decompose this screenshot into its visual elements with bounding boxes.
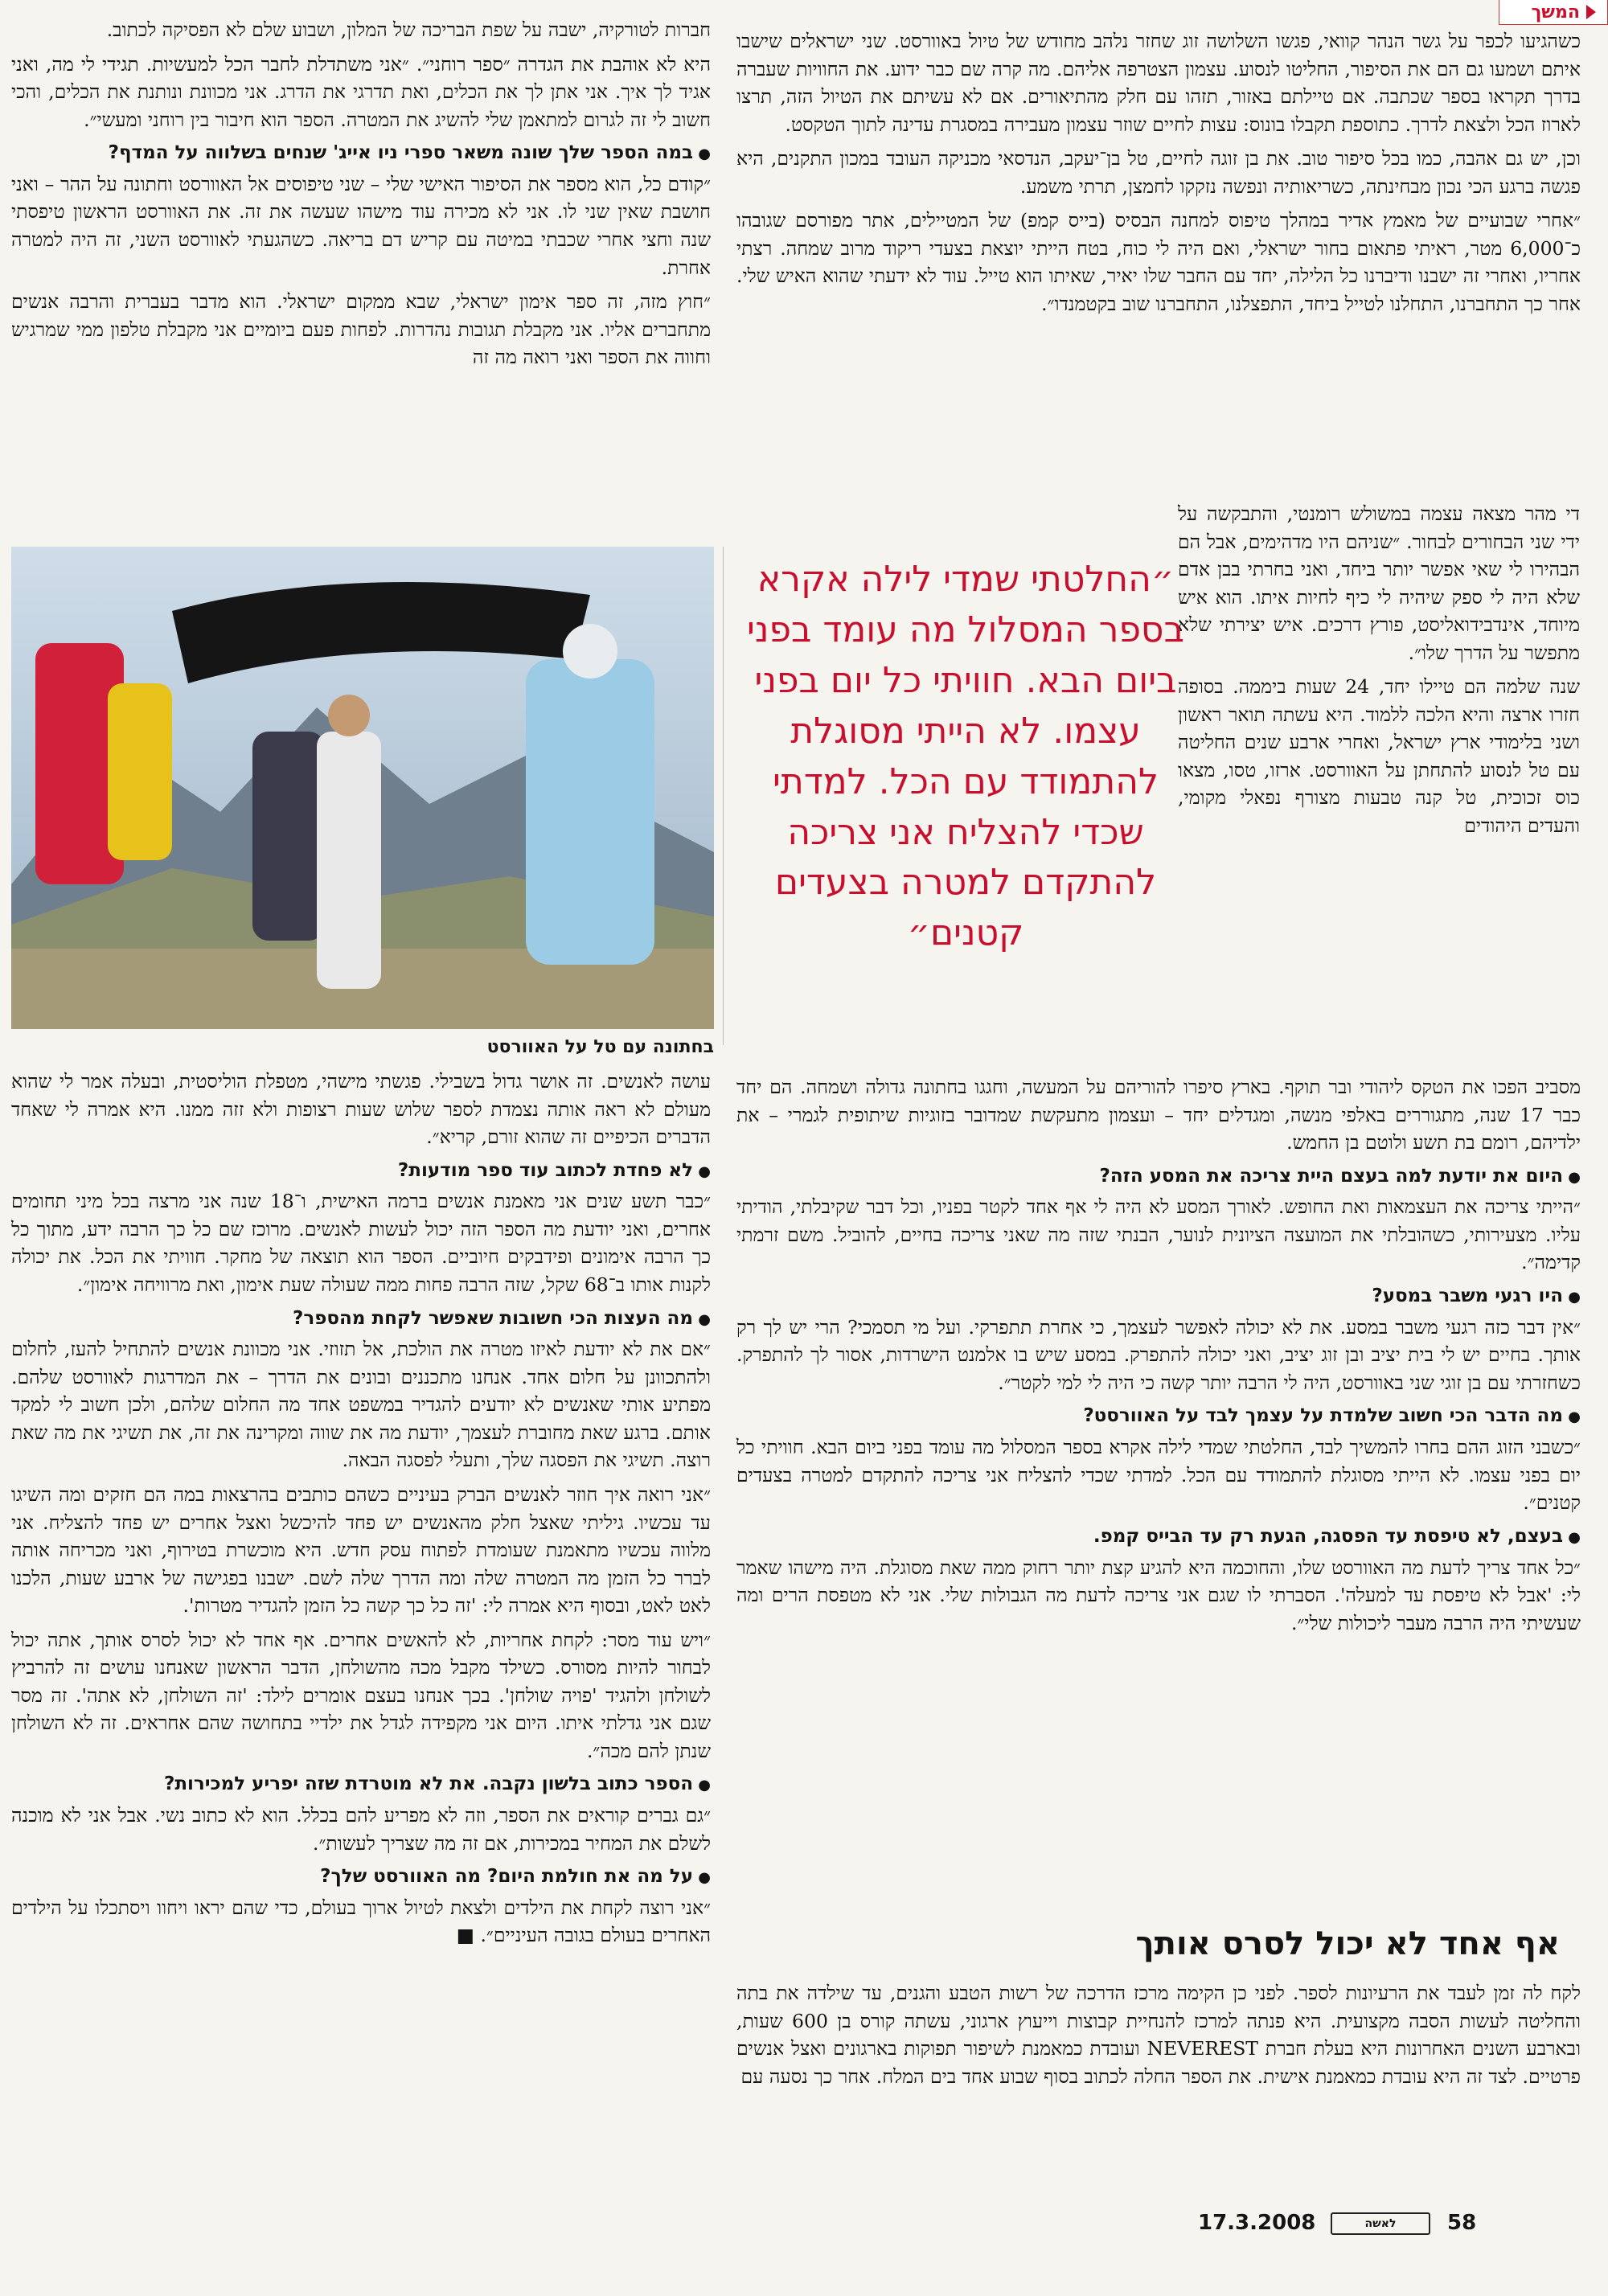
body-paragraph: עושה לאנשים. זה אושר גדול בשבילי. פגשתי מישהי, מטפלת הוליסטית, ובעלה אמר לי שהוא מעולם לא ראה אותה נצמדת לספר שלוש שעות רצופות ולא זזה ממנו. היא אמרה לי שאחד הדברים הכיפיים זה שהוא זורם, קריא״. [11,1070,711,1149]
section-subheading: אף אחד לא יכול לסרס אותך [1135,1925,1560,1962]
body-paragraph: ״חוץ מזה, זה ספר אימון ישראלי, שבא ממקום ישראלי. הוא מדבר בעברית והרבה אנשים מתחברים אליו. אני מקבלת תגובות נהדרות. לפחות פעם ביומיים אני מקבלת טלפון ממי שמרגיש וחווה את הספר ואני רואה מה זה [11,290,711,369]
body-paragraph: ״גם גברים קוראים את הספר, וזה לא מפריע להם בכלל. הוא לא כתוב נשי. אבל אני לא מוכנה לשלם את המחיר במכירות, אם זה מה שצריך לעשות״. [11,1804,711,1855]
text-column-top-left [11,16,711,378]
body-paragraph: ״קודם כל, הוא מספר את הסיפור האישי שלי – שני טיפוסים אל האוורסט וחתונה על ההר – ואני חושבת שאין שני לו. אני לא מכירה עוד מישהו שעשה את זה. את האוורסט הראשון טיפסתי שנה וחצי אחרי שכבתי במיטה עם קריש דם בריאה. כשהגעתי לאוורסט השני, זה היה למטרה אחרת. [11,172,711,279]
interview-question: ● על מה את חולמת היום? מה האוורסט שלך? [11,1863,711,1891]
interview-question: ● בעצם, לא טיפסת עד הפסגה, הגעת רק עד הבייס קמפ. [736,1523,1581,1551]
body-paragraph: כשהגיעו לכפר על גשר הנהר קוואי, פגשו השלושה זוג שחזר נלהב מחודש של טיול באוורסט. שני ישראלים שישבו איתם ושמעו גם הם את הסיפור, החליטו לנסוע. עצמון הצטרפה אליהם. מה קרה שם כבר ידוע. את החוויות שעברה בדרך תקראו בספר שכתבה. אם טיילתם באזור, תזהו עם חלק מהתיאורים. אם לא עשיתם את הטיול הזה, תרצו לארוז הכל ולצאת לדרך. כתוספת תקבלו בונוס: עצות לחיים שוזר עצמון מעבירה במסגרת עדינה לתוך הטקסט. [736,30,1581,136]
body-paragraph: וכן, יש גם אהבה, כמו בכל סיפור טוב. את בן זוגה לחיים, טל בן־יעקב, הנדסאי מכניקה העובד במכון התקנים, היא פגשה ברגע הכי נכון מבחינתה, כשריאותיה ונפשה נזקקו לחמצן, תרתי משמע. [736,147,1581,198]
text-column-top-right [736,27,1581,324]
column-divider [723,547,724,1045]
text-column-right-lower [736,1073,1581,1643]
body-paragraph: ״כשבני הזוג ההם בחרו להמשיך לבד, החלטתי שמדי לילה אקרא בספר המסלול מה עומד בפני ביום הבא. חוויתי כל יום בפני עצמו. לא הייתי מסוגלת להתמודד עם הכל. למדתי שכדי להצליח אני צריכה להתקדם למטרה בצעדים קטנים״. [736,1436,1581,1515]
continued-arrow-icon [1586,5,1596,19]
body-paragraph: שנה שלמה הם טיילו יחד, 24 שעות ביממה. בסופה חזרו ארצה והיא הלכה ללמוד. היא עשתה תואר ראשון ושני בלימודי ארץ ישראל, ואחרי ארבע שנים החליטה עם טל לנסוע להתחתן על האוורסט. ארזו, טסו, מצאו כוס זכוכית, טל קנה טבעות מצורף נפאלי מקומי, והעדים היהודים [1178,675,1580,837]
body-paragraph: חברות לטורקיה, ישבה על שפת הבריכה של המלון, ושבוע שלם לא הפסיקה לכתוב. [106,18,711,41]
text-column-bottom-left [11,1068,711,1956]
interview-question: ● במה הספר שלך שונה משאר ספרי ניו אייג' שנחים בשלווה על המדף? [11,140,711,167]
body-paragraph: ״אני רואה איך חוזר לאנשים הברק בעיניים כשהם כותבים בהרצאות במה הם חזקים ומה השיגו עד עכשיו. גיליתי שאצל חלק מהאנשים יש פחד להיכשל ואצל אחרים יש פחד להצליח. אני מלווה עכשיו מתאמנת שעומדת לפתוח עסק חדש. היא מוכשרת בטירוף, ואני מכריחה אותה לברר כל הזמן מה המטרה שלה ומה הדרך שלה לשם. ישבנו בפגישה של ארבע שעות, הלכנו לאט לאט, ובסוף היא אמרה לי: 'זה כל כך קשה כל הזמן להגדיר מטרות'. [11,1482,711,1617]
wedding-photo [11,547,714,1029]
interview-question: ● לא פחדת לכתוב עוד ספר מודעות? [11,1158,711,1185]
body-paragraph: די מהר מצאה עצמה במשולש רומנטי, והתבקשה על ידי שני הבחורים לבחור. ״שניהם היו מדהימים, אבל הם הבהירו לי שאי אפשר יותר ביחד, ואני בחרתי בבן אדם שלא היה לי ספק שיהיה לי כיף לחיות איתו. הוא איש מיוחד, אינדבידואליסט, פורץ דרכים. איש יצירתי שלא מתפשר על הדרך שלו״. [1178,502,1580,664]
body-paragraph: מסביב הפכו את הטקס ליהודי ובר תוקף. בארץ סיפרו להוריהם על המעשה, וחגגו בחתונה גדולה ושמחה. הם יחד כבר 17 שנה, מתגוררים באלפי מנשה, ומגדלים יחד – ועצמון מתעקשת שמדובר בזוגיות שיתופית לגמרי – את ילדיהם, רומם בת תשע ולוטם בן החמש. [736,1076,1581,1154]
photo-caption: בחתונה עם טל על האוורסט [486,1037,714,1057]
pull-quote: ״החלטתי שמדי לילה אקרא בספר המסלול מה עומד בפני ביום הבא. חוויתי כל יום בפני עצמו. לא הייתי מסוגלת להתמודד עם הכל. למדתי שכדי להצליח אני צריכה להתקדם למטרה בצעדים קטנים״ [747,559,1184,954]
wedding-photo-illustration [11,547,714,1029]
continued-tag [1499,0,1608,25]
interview-question: ● היום את יודעת למה בעצם היית צריכה את המסע הזה? [736,1163,1581,1191]
body-paragraph: ״כבר תשע שנים אני מאמנת אנשים ברמה האישית, ו־18 שנה אני מרצה בכל מיני תחומים אחרים, ואני יודעת מה הספר הזה יכול לעשות לאנשים. מרוכז שם כל כך הרבה ידע, מתוך כל כך הרבה אימונים ופידבקים חיוביים. הספר הוא תוצאה של מחקר. חוויתי את הכל. את יכולה לקנות אותו ב־68 שקל, שזה הרבה פחות ממה שעולה שעת אימון, ואת מרוויחה אימון״. [11,1190,711,1296]
page-number: 58 [1447,2211,1477,2235]
body-paragraph: לקח לה זמן לעבד את הרעיונות לספר. לפני כן הקימה מרכז הדרכה של רשות הטבע והגנים, עד שילדה את בתה והחליטה לעשות הסבה מקצועית. היא פנתה למרכז להנחיית קבוצות וייעוץ ארגוני, עשתה קורס בן 600 שעות, ובארבע השנים האחרונות היא בעלת חברת NEVEREST ועובדת כמאמנת לשיפור תפוקות בארגונים ואצל אנשים פרטיים. לצד זה היא עובדת כמאמנת אישית. את הספר החלה לכתוב בסוף שבוע אחד בים המלח. אחר כך נסעה עם [736,1982,1581,2088]
text-column-bottom-right [736,1979,1581,2097]
body-paragraph: ״כל אחד צריך לדעת מה האוורסט שלו, והחוכמה היא להגיע קצת יותר רחוק ממה שאת מסוגלת. היה מישהו שאמר לי: 'אבל לא טיפסת עד למעלה'. הסברתי לו שגם אני צריכה לדעת מה הגבולות שלי. אני לא מטפסת הרים ומה שעשיתי היה הרבה מעבר ליכולות שלי״. [736,1556,1581,1634]
issue-date: 17.3.2008 [1198,2211,1316,2235]
text-column-mid-right [1178,500,1580,846]
body-paragraph: ״הייתי צריכה את העצמאות ואת החופש. לאורך המסע לא היה לי אף אחד לקטר בפניו, וכל דבר שקיבלתי, הודיתי עליו. מצעירותי, כשהובלתי את המועצה הציונית לנוער, הבנתי שזה מה שאני צריכה בחיים, להוביל. משם זרמתי קדימה״. [736,1195,1581,1274]
interview-question: ● מה העצות הכי חשובות שאפשר לקחת מהספר? [11,1306,711,1333]
body-paragraph: היא לא אוהבת את הגדרה ״ספר רוחני״. ״אני משתדלת לחבר הכל למעשיות. תגידי לי מה, ואני אגיד לך איך. אני אתן לך את הכלים, ואת תדרגי את הדרג. אני מכוונת ונותנת את הכלים, והכי חשוב לי זה לגרום למתאמן שלי להשיג את המטרה. הספר הוא חיבור בין רוחני ומעשי״. [11,52,711,131]
interview-question: ● היו רגעי משבר במסע? [736,1283,1581,1310]
interview-question: ● הספר כתוב בלשון נקבה. את לא מוטרדת שזה יפריע למכירות? [11,1771,711,1798]
magazine-logo: לאשה [1331,2212,1430,2235]
body-paragraph: ״אחרי שבועיים של מאמץ אדיר במהלך טיפוס למחנה הבסיס (בייס קמפ) של המטיילים, אתר מפורסם שגובהו כ־6,000 מטר, ראיתי פתאום בחור ישראלי, ואם היה לי כוח, בטח הייתי יוצאת בצעדי ריקוד מרוב שמחה. רצתי אחריו, ואחרי זה ישבנו ודיברנו כל הלילה, יחד עם החבר שלו יאיר, שאיתו הוא טייל. עוד לא ידעתי שהוא האיש שלי. אחר כך התחברנו, התחלנו לטייל ביחד, התפצלנו, התחברנו שוב בקטמנדו״. [736,209,1581,315]
body-paragraph: ״ויש עוד מסר: לקחת אחריות, לא להאשים אחרים. אף אחד לא יכול לסרס אותך, אתה יכול לבחור להיות מסורס. כשילד מקבל מכה מהשולחן, הדבר הראשון שאנחנו עושים זה להרביץ לשולחן ולהגיד 'פויה שולחן'. בכך אנחנו בעצם אומרים לילד: 'זה השולחן, לא אתה'. זה מסר שגם אני גדלתי איתו. היום אני מקפידה לגדל את ילדיי בתחושה שהם אחראים. זה לא השולחן שנתן להם מכה״. [11,1628,711,1762]
body-paragraph: ״אני רוצה לקחת את הילדים ולצאת לטיול ארוך בעולם, כדי שהם יראו ויחוו ויסתכלו על הילדים האחרים בעולם בגובה העיניים״. ■ [11,1896,711,1947]
body-paragraph: ״אין דבר כזה רגעי משבר במסע. את לא יכולה לאפשר לעצמך, כי אחרת תתפרקי. ועל מי תסמכי? הרי יש לך רק אותך. בחיים יש לי בית יציב ובן זוג יציב, ואני יכולה להתפרק. במסע שיש בו אלמנט הישרדות, אסור לך להתפרק. כשחזרתי עם בן זוגי שני באוורסט, היה לי הרבה יותר קשה כי היה לי למי לקטר״. [736,1315,1581,1394]
body-paragraph: ״אם את לא יודעת לאיזו מטרה את הולכת, אל תזוזי. אני מכוונת אנשים להתחיל להעז, לחלום ולהתכוונן על חלום אחד. אנחנו מתכננים ובונים את הדרך – את המדרגות לאוורסט שלהם. מפתיע אותי שאנשים לא יודעים להגדיר במשפט אחד מה החלום שלהם, ולכן חשוב לי למקד אותם. ברגע שאת מחוברת לעצמך, יודעת מה את שווה ומקרינה את זה, את תשיגי את מה שאת רוצה. תשיגי את הפסגה שלך, ותעלי לפסגה הבאה. [11,1338,711,1472]
continued-label: המשך [1531,2,1580,23]
interview-question: ● מה הדבר הכי חשוב שלמדת על עצמך לבד על האוורסט? [736,1403,1581,1430]
